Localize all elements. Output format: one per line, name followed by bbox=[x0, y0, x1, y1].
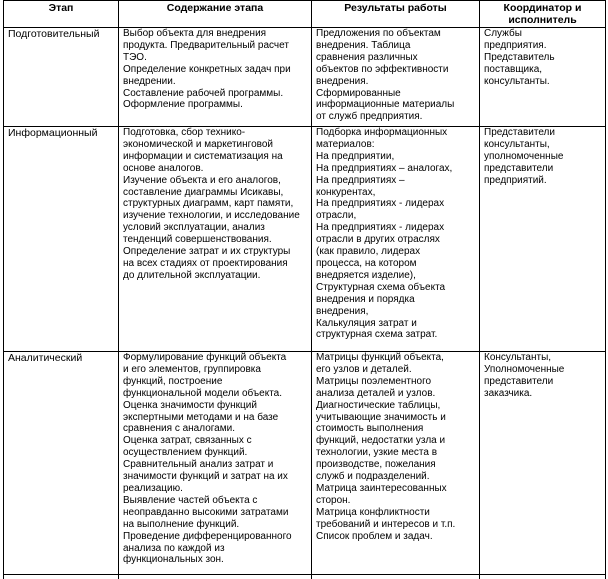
results-cell bbox=[312, 352, 480, 575]
content-line: на всех стадиях от проектирования bbox=[123, 258, 307, 270]
results-line: Матрицы поэлементного bbox=[316, 376, 475, 388]
results-line: его узлов и деталей. bbox=[316, 364, 475, 376]
results-line: Подборка информационных bbox=[316, 127, 475, 139]
content-line: анализа по каждой из bbox=[123, 543, 307, 555]
results-line: технологии, узкие места в bbox=[316, 447, 475, 459]
results-line: отрасли в других отраслях bbox=[316, 234, 475, 246]
results-cell bbox=[312, 127, 480, 352]
content-line: Составление рабочей программы. bbox=[123, 88, 307, 100]
coordinator-line: предприятий. bbox=[484, 175, 601, 187]
results-line: функций, недостатки узла и bbox=[316, 435, 475, 447]
content-line: Оформление программы. bbox=[123, 99, 307, 111]
stage-name: Информационный bbox=[8, 127, 114, 139]
stages-table bbox=[3, 0, 606, 579]
coordinator-line: Представители bbox=[484, 127, 601, 139]
content-line: тенденций совершенствования. bbox=[123, 234, 307, 246]
stage-cell bbox=[4, 127, 119, 352]
results-line: материалов: bbox=[316, 139, 475, 151]
coordinator-line: консультанты, bbox=[484, 139, 601, 151]
results-line: На предприятиях - лидерах bbox=[316, 222, 475, 234]
results-line: от служб предприятия. bbox=[316, 111, 475, 123]
results-line: Предложения по объектам bbox=[316, 28, 475, 40]
header-stage: Этап bbox=[4, 1, 119, 28]
coordinator-line: поставщика, bbox=[484, 64, 601, 76]
results-line: информационные материалы bbox=[316, 99, 475, 111]
results-line: На предприятии, bbox=[316, 151, 475, 163]
content-line: функций, построение bbox=[123, 376, 307, 388]
coordinator-line: консультанты. bbox=[484, 76, 601, 88]
content-line: Выявление частей объекта с bbox=[123, 495, 307, 507]
results-line: На предприятиях – аналогах, bbox=[316, 163, 475, 175]
coordinator-cell bbox=[480, 28, 606, 127]
content-line: ТЭО. bbox=[123, 52, 307, 64]
table-row bbox=[4, 28, 606, 127]
coordinator-line: предприятия. bbox=[484, 40, 601, 52]
coordinator-line: Представитель bbox=[484, 52, 601, 64]
content-cell bbox=[119, 127, 312, 352]
results-line: На предприятиях – bbox=[316, 175, 475, 187]
content-line: неоправданно высокими затратами bbox=[123, 507, 307, 519]
results-line: внедрения и порядка bbox=[316, 294, 475, 306]
results-line: Матрица заинтересованных bbox=[316, 483, 475, 495]
content-cell bbox=[119, 28, 312, 127]
results-line: структурная схема затрат. bbox=[316, 329, 475, 341]
content-line: изучение технологии, и исследование bbox=[123, 210, 307, 222]
coordinator-line: Консультанты, bbox=[484, 352, 601, 364]
content-line: Формулирование функций объекта bbox=[123, 352, 307, 364]
results-line: объектов по эффективности bbox=[316, 64, 475, 76]
content-line: основе аналогов. bbox=[123, 163, 307, 175]
content-line: Оценка значимости функций bbox=[123, 400, 307, 412]
content-line: экономической и маркетинговой bbox=[123, 139, 307, 151]
stage-cell bbox=[4, 28, 119, 127]
coordinator-cell bbox=[480, 352, 606, 575]
content-line: до длительной эксплуатации. bbox=[123, 270, 307, 282]
content-line: Подготовка, сбор технико- bbox=[123, 127, 307, 139]
results-line: внедрения. Таблица bbox=[316, 40, 475, 52]
content-line: функциональных зон. bbox=[123, 554, 307, 566]
coordinator-line: Уполномоченные bbox=[484, 364, 601, 376]
results-line: внедряется изделие), bbox=[316, 270, 475, 282]
results-line: Матрицы функций объекта, bbox=[316, 352, 475, 364]
results-line: учитывающие значимость и bbox=[316, 412, 475, 424]
stage-name: Подготовительный bbox=[8, 28, 114, 40]
coordinator-cell bbox=[480, 127, 606, 352]
content-line: сравнения с аналогами. bbox=[123, 423, 307, 435]
content-line: структурных диаграмм, карт памяти, bbox=[123, 198, 307, 210]
content-line: Оценка затрат, связанных с bbox=[123, 435, 307, 447]
content-line: и его элементов, группировка bbox=[123, 364, 307, 376]
stage-cell bbox=[4, 352, 119, 575]
content-line: реализацию. bbox=[123, 483, 307, 495]
stage-name: Аналитический bbox=[8, 352, 114, 364]
content-line: осуществлением функций. bbox=[123, 447, 307, 459]
results-line: требований и интересов и т.п. bbox=[316, 519, 475, 531]
results-line: Матрица конфликтности bbox=[316, 507, 475, 519]
results-line: сторон. bbox=[316, 495, 475, 507]
header-coordinator: Координатор и исполнитель bbox=[480, 1, 606, 28]
content-line: Сравнительный анализ затрат и bbox=[123, 459, 307, 471]
content-line: функциональной модели объекта. bbox=[123, 388, 307, 400]
content-line: Проведение дифференцированного bbox=[123, 531, 307, 543]
content-line: значимости функций и затрат на их bbox=[123, 471, 307, 483]
table-row bbox=[4, 127, 606, 352]
results-line: Диагностические таблицы, bbox=[316, 400, 475, 412]
results-line: сравнения различных bbox=[316, 52, 475, 64]
results-line: процесса, на котором bbox=[316, 258, 475, 270]
content-line: Определение конкретных задач при bbox=[123, 64, 307, 76]
coordinator-line: представители bbox=[484, 163, 601, 175]
content-line: Определение затрат и их структуры bbox=[123, 246, 307, 258]
content-line: Выбор объекта для внедрения bbox=[123, 28, 307, 40]
header-results: Результаты работы bbox=[312, 1, 480, 28]
results-line: отрасли, bbox=[316, 210, 475, 222]
content-line: экспертными методами и на базе bbox=[123, 412, 307, 424]
content-line: составление диаграммы Исикавы, bbox=[123, 187, 307, 199]
content-line: внедрении. bbox=[123, 76, 307, 88]
results-line: (как правило, лидерах bbox=[316, 246, 475, 258]
results-line: Список проблем и задач. bbox=[316, 531, 475, 543]
coordinator-line: заказчика. bbox=[484, 388, 601, 400]
results-line: производстве, пожелания bbox=[316, 459, 475, 471]
results-line: Калькуляция затрат и bbox=[316, 318, 475, 330]
content-line: Изучение объекта и его аналогов, bbox=[123, 175, 307, 187]
content-cell bbox=[119, 352, 312, 575]
coordinator-line: представители bbox=[484, 376, 601, 388]
results-line: Структурная схема объекта bbox=[316, 282, 475, 294]
header-content: Содержание этапа bbox=[119, 1, 312, 28]
content-line: продукта. Предварительный расчет bbox=[123, 40, 307, 52]
results-line: внедрения, bbox=[316, 306, 475, 318]
results-line: На предприятиях - лидерах bbox=[316, 198, 475, 210]
content-line: информации и систематизация на bbox=[123, 151, 307, 163]
results-line: внедрения. bbox=[316, 76, 475, 88]
results-line: служб и подразделений. bbox=[316, 471, 475, 483]
content-line: на выполнение функций. bbox=[123, 519, 307, 531]
content-line: условий эксплуатации, анализ bbox=[123, 222, 307, 234]
table-row bbox=[4, 352, 606, 575]
results-line: стоимость выполнения bbox=[316, 423, 475, 435]
results-line: анализа деталей и узлов. bbox=[316, 388, 475, 400]
coordinator-line: уполномоченные bbox=[484, 151, 601, 163]
results-cell bbox=[312, 28, 480, 127]
table-header-row bbox=[4, 1, 606, 28]
results-line: конкурентах, bbox=[316, 187, 475, 199]
results-line: Сформированные bbox=[316, 88, 475, 100]
coordinator-line: Службы bbox=[484, 28, 601, 40]
